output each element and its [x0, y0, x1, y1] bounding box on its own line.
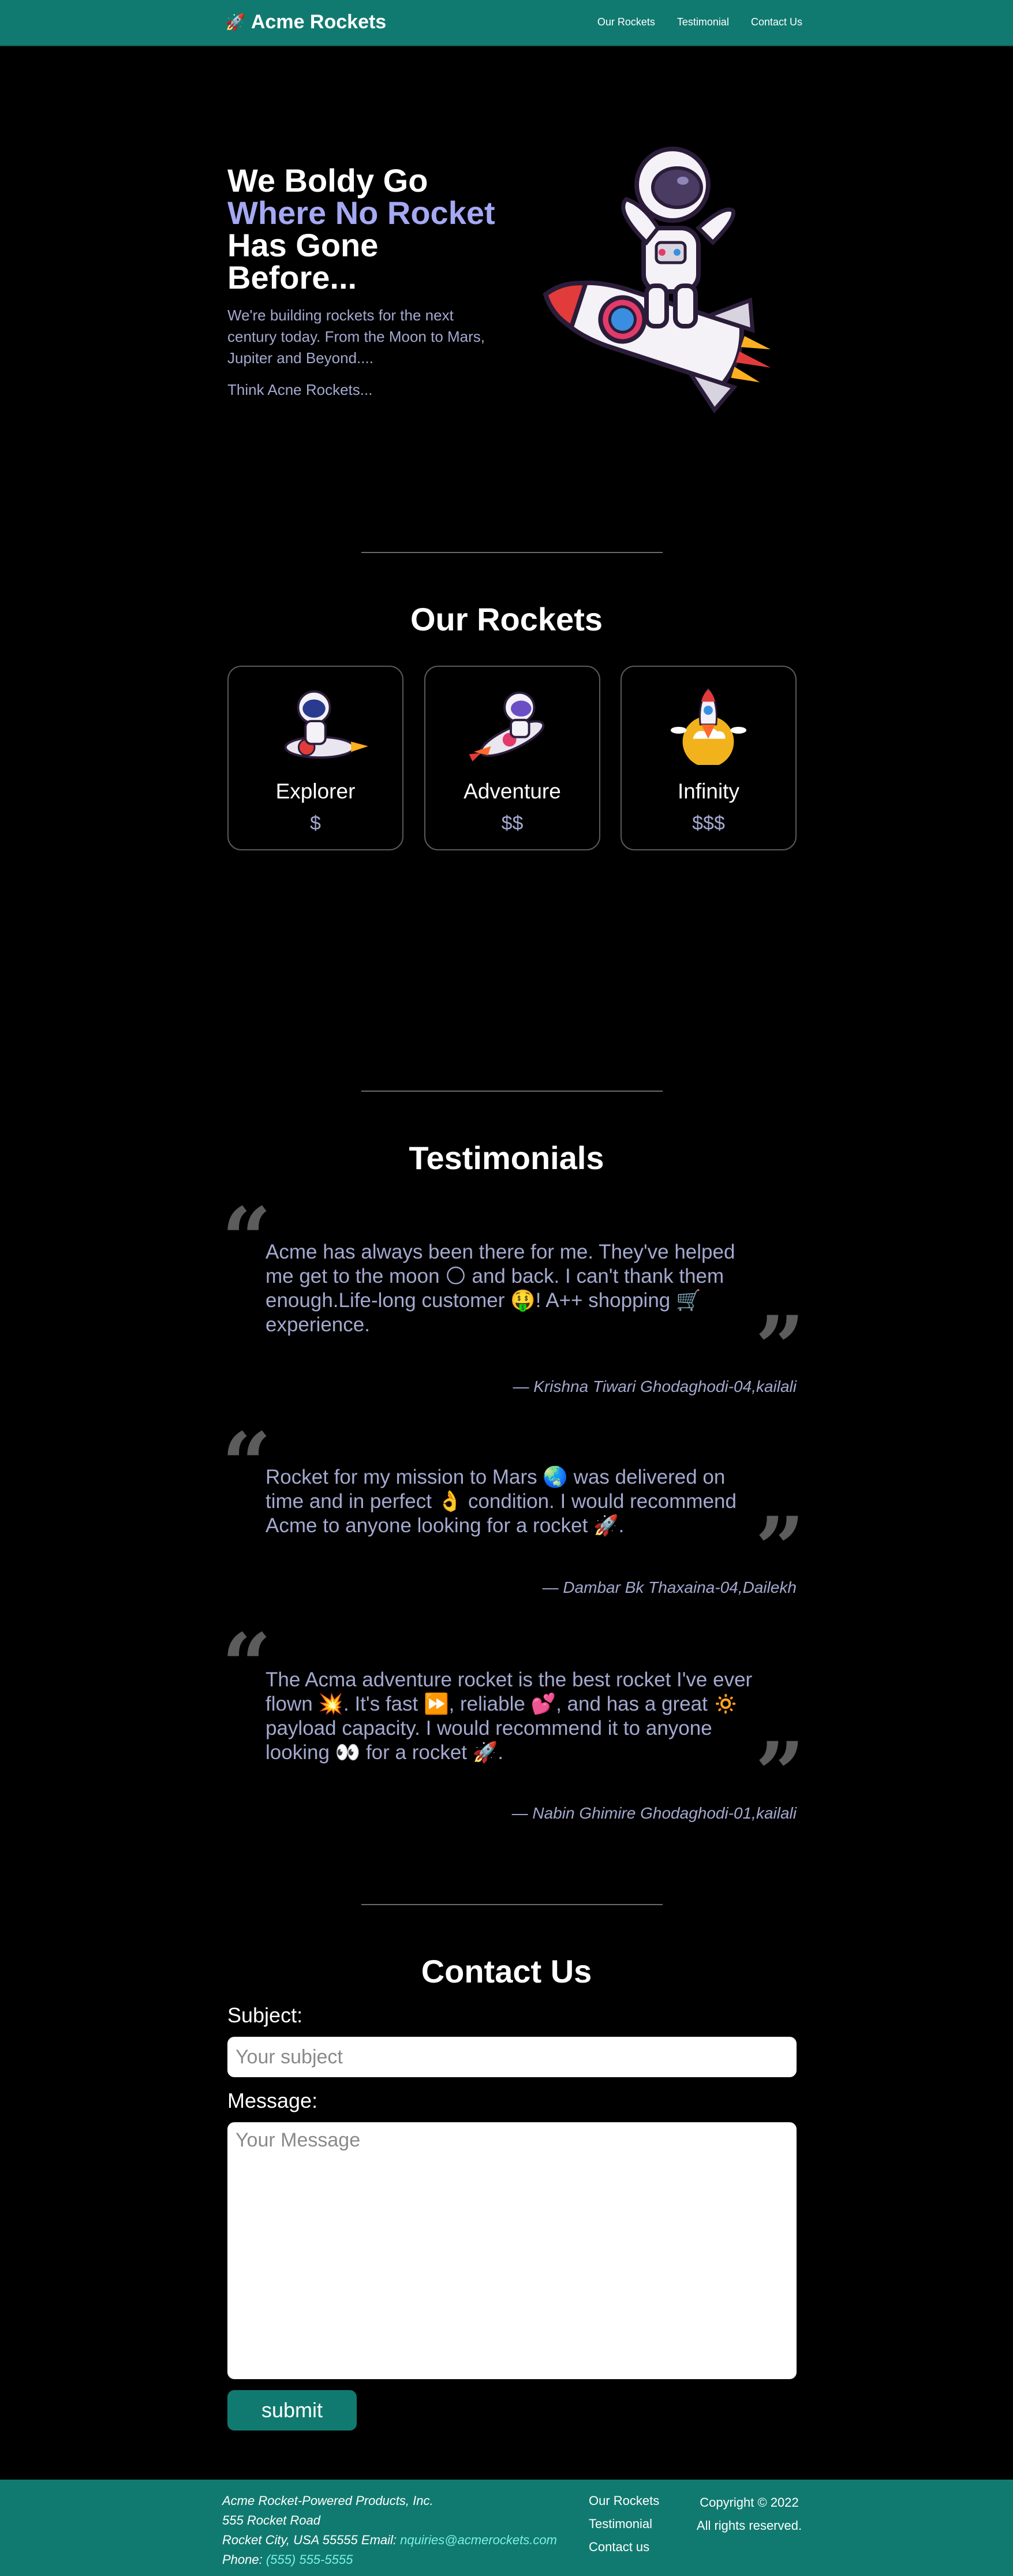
rocket-card-price: $ — [310, 812, 321, 834]
astronaut-flying-rocket-icon — [425, 684, 599, 765]
hero-title-line3: Has Gone — [227, 227, 379, 263]
message-label: Message: — [227, 2089, 318, 2112]
rockets-section-title: Our Rockets — [410, 601, 603, 637]
rocket-card-name: Adventure — [463, 779, 561, 803]
footer-city-email — [222, 2530, 557, 2550]
footer-link-contact-us[interactable]: Contact us — [589, 2540, 650, 2554]
rocket-launch-icon — [622, 684, 795, 765]
footer-city: Rocket City, USA 55555 — [222, 2533, 358, 2547]
brand-name: Acme Rockets — [251, 11, 387, 33]
rocket-card-explorer[interactable] — [227, 666, 403, 850]
testimonial-text: Rocket for my mission to Mars 🌏 was delivered on time and in perfect 👌 condition. I would recommend Acme to anyone looking for a rocket 🚀. — [266, 1466, 737, 1537]
nav-link-testimonial[interactable]: Testimonial — [676, 16, 729, 28]
hero-title — [227, 162, 528, 296]
astronaut-on-rocket-illustration — [528, 141, 794, 424]
footer-phone-row — [222, 2550, 557, 2570]
contact-section-title: Contact Us — [421, 1953, 592, 1989]
subject-label: Subject: — [227, 2003, 303, 2027]
footer-phone-link[interactable]: (555) 555-5555 — [266, 2552, 353, 2567]
submit-button[interactable]: submit — [227, 2390, 357, 2431]
open-quote-icon: “ — [222, 1189, 272, 1290]
footer-email-link[interactable]: nquiries@acmerockets.com — [400, 2533, 557, 2547]
nav-link-our-rockets[interactable]: Our Rockets — [597, 16, 655, 28]
subject-input[interactable] — [227, 2037, 797, 2077]
testimonial-text: The Acma adventure rocket is the best rocket I've ever flown 💥. It's fast ⏩, reliable 💕, and has a great 🔅 payload capacity. I would recommend it to anyone looking 👀 for a rocket 🚀. — [266, 1668, 753, 1764]
close-quote-icon: ” — [755, 1498, 805, 1600]
hero-title-accent: Where No Rocket — [227, 195, 495, 231]
rocket-card-name: Explorer — [275, 779, 356, 803]
hero-title-line1: We Boldy Go — [227, 162, 428, 199]
section-divider-rockets — [361, 552, 663, 553]
brand-link[interactable] — [225, 11, 386, 33]
footer-links — [589, 2491, 659, 2557]
footer-company: Acme Rocket-Powered Products, Inc. — [222, 2493, 433, 2508]
open-quote-icon: “ — [222, 1414, 272, 1515]
section-divider-contact — [361, 1904, 663, 1905]
rocket-card-infinity[interactable] — [620, 666, 797, 850]
message-textarea[interactable] — [227, 2122, 797, 2379]
testimonial-author: — Dambar Bk Thaxaina-04,Dailekh — [542, 1578, 797, 1596]
hero-description: We're building rockets for the next century today. From the Moon to Mars, Jupiter and Beyond.... — [227, 307, 485, 367]
footer-street: 555 Rocket Road — [222, 2513, 320, 2528]
testimonial-text: Acme has always been there for me. They've helped me get to the moon 🌕 and back. I can't thank them enough.Life-long customer 🤑! A++ shopping 🛒 experience. — [266, 1241, 735, 1336]
footer — [0, 2480, 1013, 2576]
nav-link-contact-us[interactable]: Contact Us — [750, 16, 802, 28]
footer-link-our-rockets[interactable]: Our Rockets — [589, 2493, 660, 2508]
footer-email-label: Email: — [361, 2533, 397, 2547]
footer-link-testimonial[interactable]: Testimonial — [589, 2517, 653, 2531]
testimonials-section-title: Testimonials — [409, 1140, 604, 1176]
section-divider-testimonials — [361, 1091, 663, 1092]
footer-copyright — [691, 2491, 807, 2537]
nav-links — [597, 16, 802, 28]
open-quote-icon: “ — [222, 1615, 272, 1716]
hero-title-line4: Before... — [227, 259, 357, 296]
navbar — [0, 0, 1013, 46]
rocket-icon: 🚀 — [225, 13, 245, 31]
rocket-card-price: $$$ — [692, 812, 725, 834]
copyright-text: Copyright © 2022 — [700, 2495, 799, 2510]
rocket-card-adventure[interactable] — [424, 666, 600, 850]
rocket-card-price: $$ — [501, 812, 524, 834]
rocket-card-name: Infinity — [678, 779, 739, 803]
close-quote-icon: ” — [755, 1723, 805, 1825]
footer-address — [222, 2491, 557, 2570]
testimonial-author: — Krishna Tiwari Ghodaghodi-04,kailali — [513, 1377, 797, 1395]
close-quote-icon: ” — [755, 1297, 805, 1399]
hero-tagline: Think Acne Rockets... — [227, 381, 373, 398]
rights-text: All rights reserved. — [696, 2518, 802, 2533]
astronaut-rocket-icon — [229, 684, 402, 765]
footer-phone-label: Phone: — [222, 2552, 263, 2567]
testimonial-author: — Nabin Ghimire Ghodaghodi-01,kailali — [511, 1804, 797, 1822]
